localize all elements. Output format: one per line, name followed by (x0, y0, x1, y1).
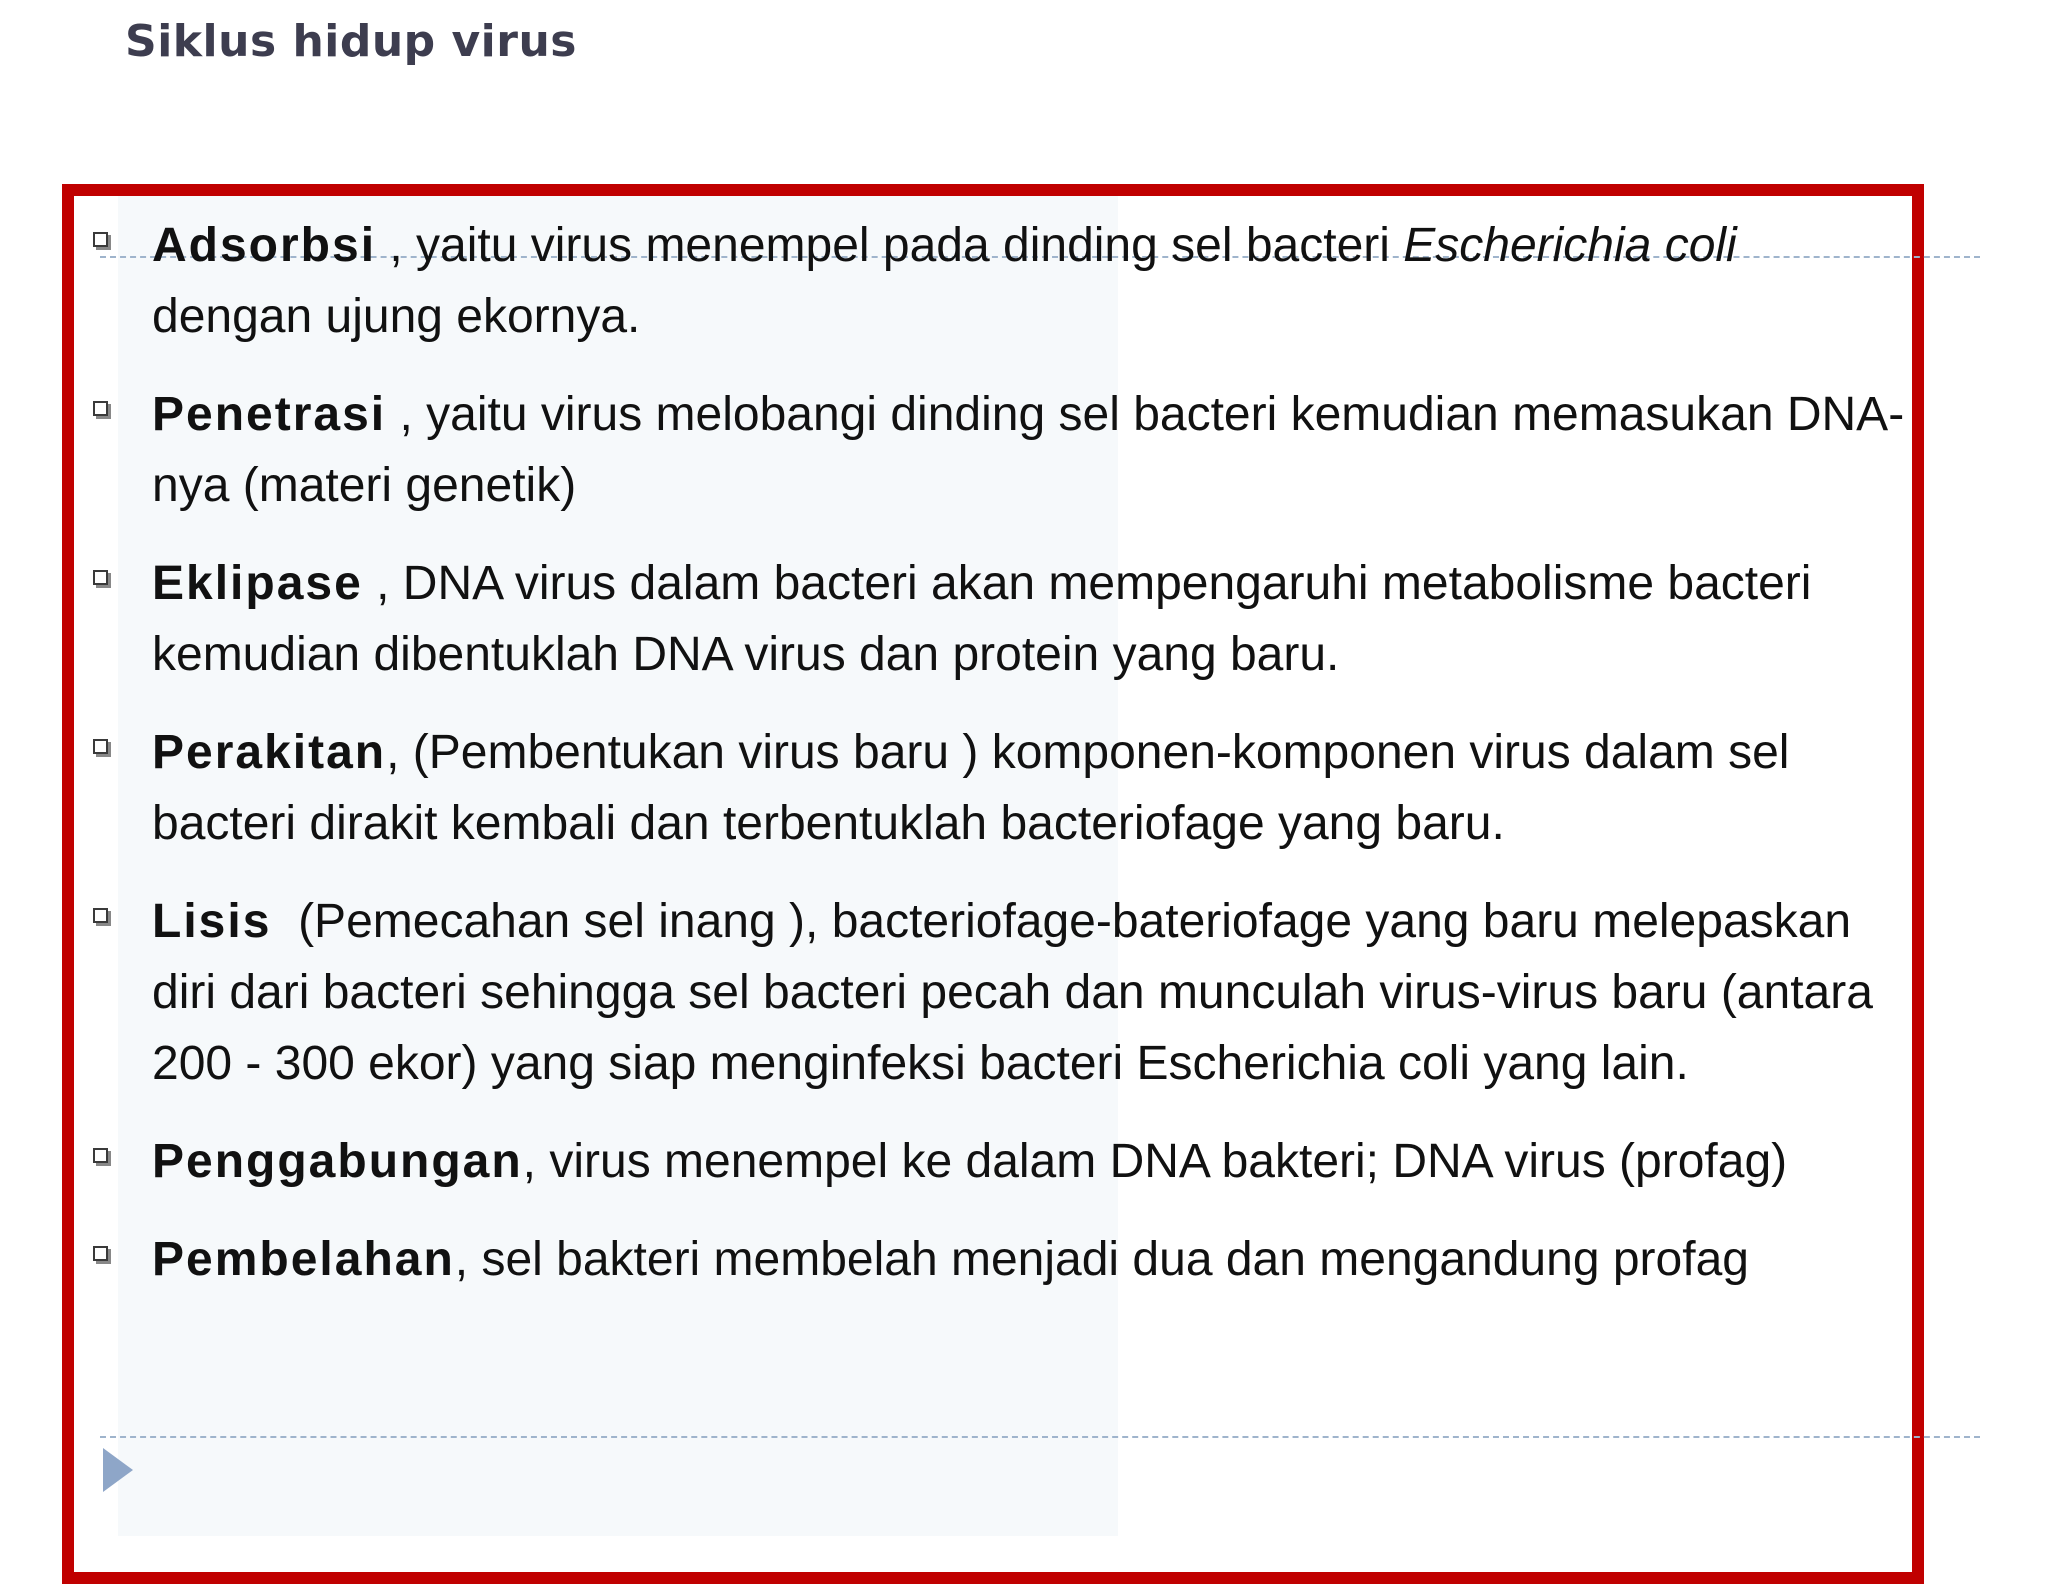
square-bullet-icon (93, 570, 108, 585)
list-item-penggabungan (90, 1126, 1910, 1197)
square-bullet-icon (93, 739, 108, 754)
item-description: , (Pembentukan virus baru ) komponen-komponen virus dalam sel bacteri dirakit kembali dan terbentuklah bacteriofage yang baru. (152, 726, 1790, 850)
item-description: (Pemecahan sel inang ), bacteriofage-bateriofage yang baru melepaskan diri dari bacteri sehingga sel bacteri pecah dan munculah virus-virus baru (antara 200 - 300 ekor) yang siap menginfeksi bacteri Escherichia coli yang lain. (152, 895, 1887, 1090)
term-label: Lisis (152, 895, 272, 948)
item-description: , DNA virus dalam bacteri akan mempengaruhi metabolisme bacteri kemudian dibentuklah DNA virus dan protein yang baru. (152, 557, 1812, 681)
slide-title: Siklus hidup virus (125, 16, 577, 67)
term-label: Penggabungan (152, 1135, 523, 1188)
list-item-eklipase (90, 548, 1910, 690)
item-description: , virus menempel ke dalam DNA bakteri; DNA virus (profag) (522, 1135, 1788, 1188)
square-bullet-icon (93, 401, 108, 416)
item-description-cont: dengan ujung ekornya. (152, 290, 641, 343)
square-bullet-icon (93, 232, 108, 247)
item-description: , sel bakteri membelah menjadi dua dan mengandung profag (454, 1233, 1749, 1286)
square-bullet-icon (93, 908, 108, 923)
list-item-penetrasi (90, 379, 1910, 521)
list-item-lisis (90, 886, 1910, 1099)
term-label: Perakitan (152, 726, 387, 779)
square-bullet-icon (93, 1148, 108, 1163)
term-label: Adsorbsi (152, 219, 377, 272)
list-item-adsorbsi (90, 210, 1910, 352)
square-bullet-icon (93, 1246, 108, 1261)
item-description: , yaitu virus menempel pada dinding sel bacteri (376, 219, 1404, 272)
term-label: Pembelahan (152, 1233, 455, 1286)
species-name: Escherichia coli (1403, 219, 1737, 272)
list-item-pembelahan (90, 1224, 1910, 1295)
term-label: Eklipase (152, 557, 363, 610)
term-label: Penetrasi (152, 388, 387, 441)
item-description: , yaitu virus melobangi dinding sel bacteri kemudian memasukan DNA-nya (materi genetik) (152, 388, 1905, 512)
guide-line-bottom (100, 1436, 1980, 1438)
play-triangle-icon[interactable] (103, 1448, 133, 1492)
lifecycle-bullet-list (90, 210, 1910, 1322)
list-item-perakitan (90, 717, 1910, 859)
